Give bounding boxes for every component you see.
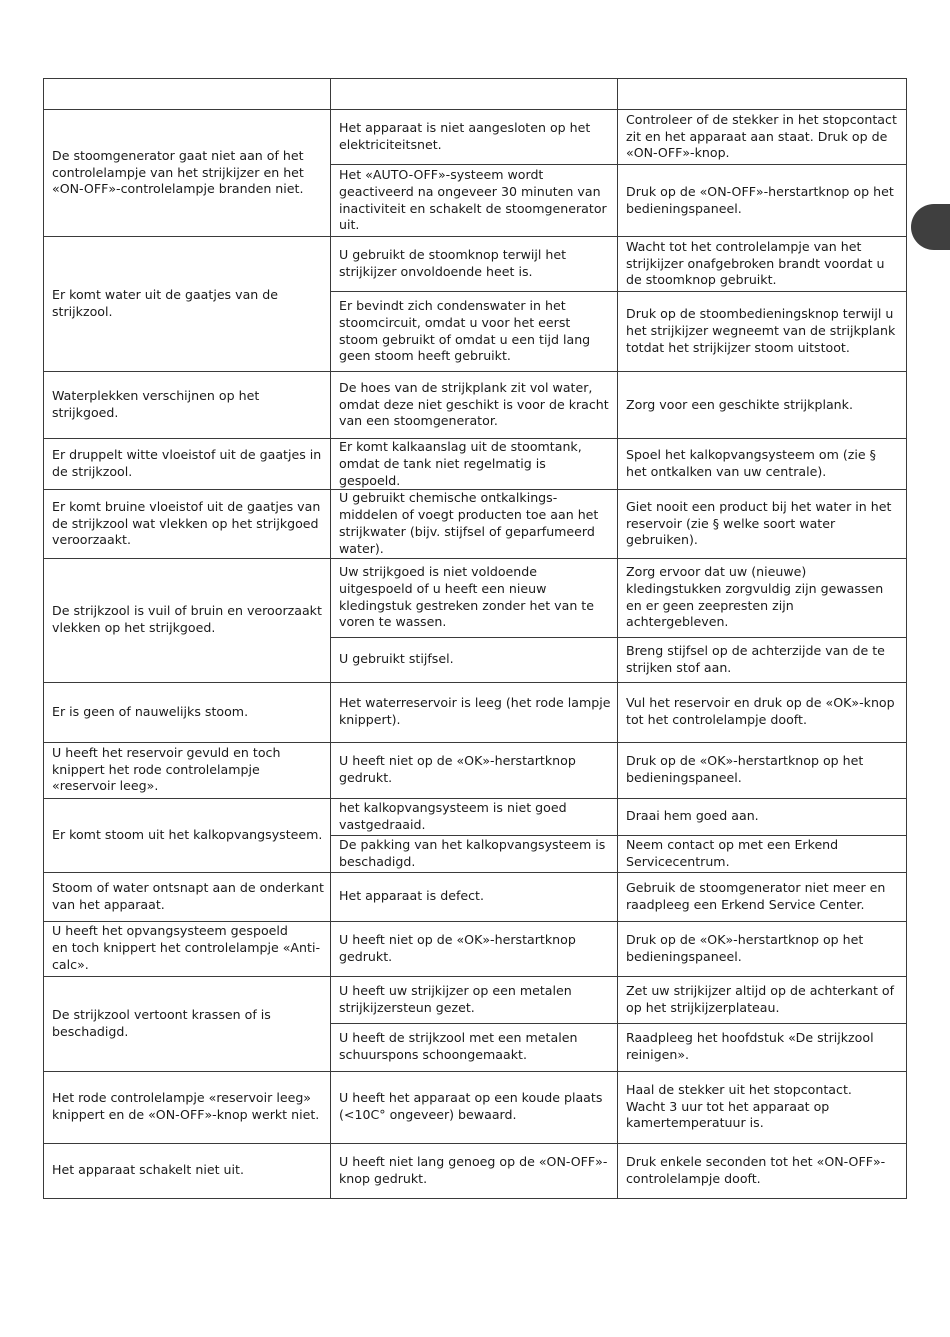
solution-cell: Wacht tot het controlelampje van het strijkijzer onafgebroken brandt voordat u de stoomknop gebruikt.: [618, 237, 907, 292]
solution-cell: Druk op de «ON-OFF»-herstartknop op het bedieningspaneel.: [618, 165, 907, 237]
table-row: [44, 976, 907, 1023]
troubleshooting-table: [43, 78, 907, 1199]
cause-cell: U heeft uw strijkijzer op een metalen strijkijzersteun gezet.: [331, 976, 618, 1023]
table-header-row: [44, 79, 907, 110]
solution-cell: Zet uw strijkijzer altijd op de achterkant of op het strijkijzerplateau.: [618, 976, 907, 1023]
problem-cell: U heeft het reservoir gevuld en toch knippert het rode controlelampje «reservoir leeg».: [44, 742, 331, 798]
table-row: [44, 490, 907, 558]
header-problem: [44, 79, 331, 110]
solution-cell: Neem contact op met een Erkend Servicecentrum.: [618, 835, 907, 872]
solution-cell: Druk enkele seconden tot het «ON-OFF»-controlelampje dooft.: [618, 1143, 907, 1198]
problem-cell: Er komt water uit de gaatjes van de strijkzool.: [44, 237, 331, 372]
solution-cell: Raadpleeg het hoofdstuk «De strijkzool reinigen».: [618, 1023, 907, 1071]
header-cause: [331, 79, 618, 110]
problem-cell: Er komt bruine vloeistof uit de gaatjes van de strijkzool wat vlekken op het strijkgoed veroorzaakt.: [44, 490, 331, 558]
problem-cell: Het rode controlelampje «reservoir leeg» knippert en de «ON-OFF»-knop werkt niet.: [44, 1071, 331, 1143]
table-row: [44, 921, 907, 976]
problem-cell: De strijkzool is vuil of bruin en veroorzaakt vlekken op het strijkgoed.: [44, 558, 331, 682]
table-row: [44, 872, 907, 921]
cause-cell: Er bevindt zich condenswater in het stoomcircuit, omdat u voor het eerst stoom gebruikt of omdat u een tijd lang geen stoom heeft gebruikt.: [331, 292, 618, 372]
solution-cell: Vul het reservoir en druk op de «OK»-knop tot het controlelampje dooft.: [618, 682, 907, 742]
solution-cell: Draai hem goed aan.: [618, 798, 907, 835]
table-row: [44, 110, 907, 165]
cause-cell: U gebruikt stijfsel.: [331, 637, 618, 682]
cause-cell: Er komt kalkaanslag uit de stoomtank, omdat de tank niet regelmatig is gespoeld.: [331, 439, 618, 490]
header-solution: [618, 79, 907, 110]
table-row: [44, 742, 907, 798]
cause-cell: Het «AUTO-OFF»-systeem wordt geactiveerd na ongeveer 30 minuten van inactiviteit en schakelt de stoomgenerator uit.: [331, 165, 618, 237]
cause-cell: Het apparaat is defect.: [331, 872, 618, 921]
table-row: [44, 1071, 907, 1143]
cause-cell: Het apparaat is niet aangesloten op het elektriciteitsnet.: [331, 110, 618, 165]
solution-cell: Zorg voor een geschikte strijkplank.: [618, 372, 907, 439]
solution-cell: Spoel het kalkopvangsysteem om (zie § het ontkalken van uw centrale).: [618, 439, 907, 490]
table-row: [44, 798, 907, 835]
cause-cell: U gebruikt chemische ontkalkings-middelen of voegt producten toe aan het strijkwater (bijv. stijfsel of geparfumeerd water).: [331, 490, 618, 558]
cause-cell: U heeft niet op de «OK»-herstartknop gedrukt.: [331, 742, 618, 798]
solution-cell: Druk op de «OK»-herstartknop op het bedieningspaneel.: [618, 742, 907, 798]
table-row: [44, 1143, 907, 1198]
table-row: [44, 682, 907, 742]
cause-cell: U heeft de strijkzool met een metalen schuurspons schoongemaakt.: [331, 1023, 618, 1071]
problem-cell: U heeft het opvangsysteem gespoeld en toch knippert het controlelampje «Anti-calc».: [44, 921, 331, 976]
cause-cell: het kalkopvangsysteem is niet goed vastgedraaid.: [331, 798, 618, 835]
solution-cell: Druk op de «OK»-herstartknop op het bedieningspaneel.: [618, 921, 907, 976]
problem-cell: Stoom of water ontsnapt aan de onderkant van het apparaat.: [44, 872, 331, 921]
solution-cell: Giet nooit een product bij het water in het reservoir (zie § welke soort water gebruiken).: [618, 490, 907, 558]
cause-cell: Het waterreservoir is leeg (het rode lampje knippert).: [331, 682, 618, 742]
cause-cell: Uw strijkgoed is niet voldoende uitgespoeld of u heeft een nieuw kledingstuk gestreken zonder het van te voren te wassen.: [331, 558, 618, 637]
problem-cell: Er is geen of nauwelijks stoom.: [44, 682, 331, 742]
table-row: [44, 372, 907, 439]
problem-cell: Waterplekken verschijnen op het strijkgoed.: [44, 372, 331, 439]
problem-cell: De strijkzool vertoont krassen of is beschadigd.: [44, 976, 331, 1071]
problem-cell: Er komt stoom uit het kalkopvangsysteem.: [44, 798, 331, 872]
page-tab-marker: [911, 204, 950, 250]
table-row: [44, 237, 907, 292]
problem-cell: Het apparaat schakelt niet uit.: [44, 1143, 331, 1198]
cause-cell: U heeft het apparaat op een koude plaats (<10C° ongeveer) bewaard.: [331, 1071, 618, 1143]
solution-cell: Controleer of de stekker in het stopcontact zit en het apparaat aan staat. Druk op de «ON-OFF»-knop.: [618, 110, 907, 165]
solution-cell: Breng stijfsel op de achterzijde van de te strijken stof aan.: [618, 637, 907, 682]
problem-cell: De stoomgenerator gaat niet aan of het controlelampje van het strijkijzer en het «ON-OFF»-controlelampje branden niet.: [44, 110, 331, 237]
table-row: [44, 439, 907, 490]
cause-cell: De pakking van het kalkopvangsysteem is beschadigd.: [331, 835, 618, 872]
cause-cell: U heeft niet lang genoeg op de «ON-OFF»-knop gedrukt.: [331, 1143, 618, 1198]
cause-cell: U heeft niet op de «OK»-herstartknop gedrukt.: [331, 921, 618, 976]
problem-cell: Er druppelt witte vloeistof uit de gaatjes in de strijkzool.: [44, 439, 331, 490]
solution-cell: Druk op de stoombedieningsknop terwijl u het strijkijzer wegneemt van de strijkplank totdat het strijkijzer stoom uitstoot.: [618, 292, 907, 372]
cause-cell: U gebruikt de stoomknop terwijl het strijkijzer onvoldoende heet is.: [331, 237, 618, 292]
table-row: [44, 558, 907, 637]
cause-cell: De hoes van de strijkplank zit vol water, omdat deze niet geschikt is voor de kracht van een stoomgenerator.: [331, 372, 618, 439]
solution-cell: Haal de stekker uit het stopcontact. Wacht 3 uur tot het apparaat op kamertemperatuur is.: [618, 1071, 907, 1143]
solution-cell: Zorg ervoor dat uw (nieuwe) kledingstukken zorgvuldig zijn gewassen en er geen zeepresten zijn achtergebleven.: [618, 558, 907, 637]
solution-cell: Gebruik de stoomgenerator niet meer en raadpleeg een Erkend Service Center.: [618, 872, 907, 921]
